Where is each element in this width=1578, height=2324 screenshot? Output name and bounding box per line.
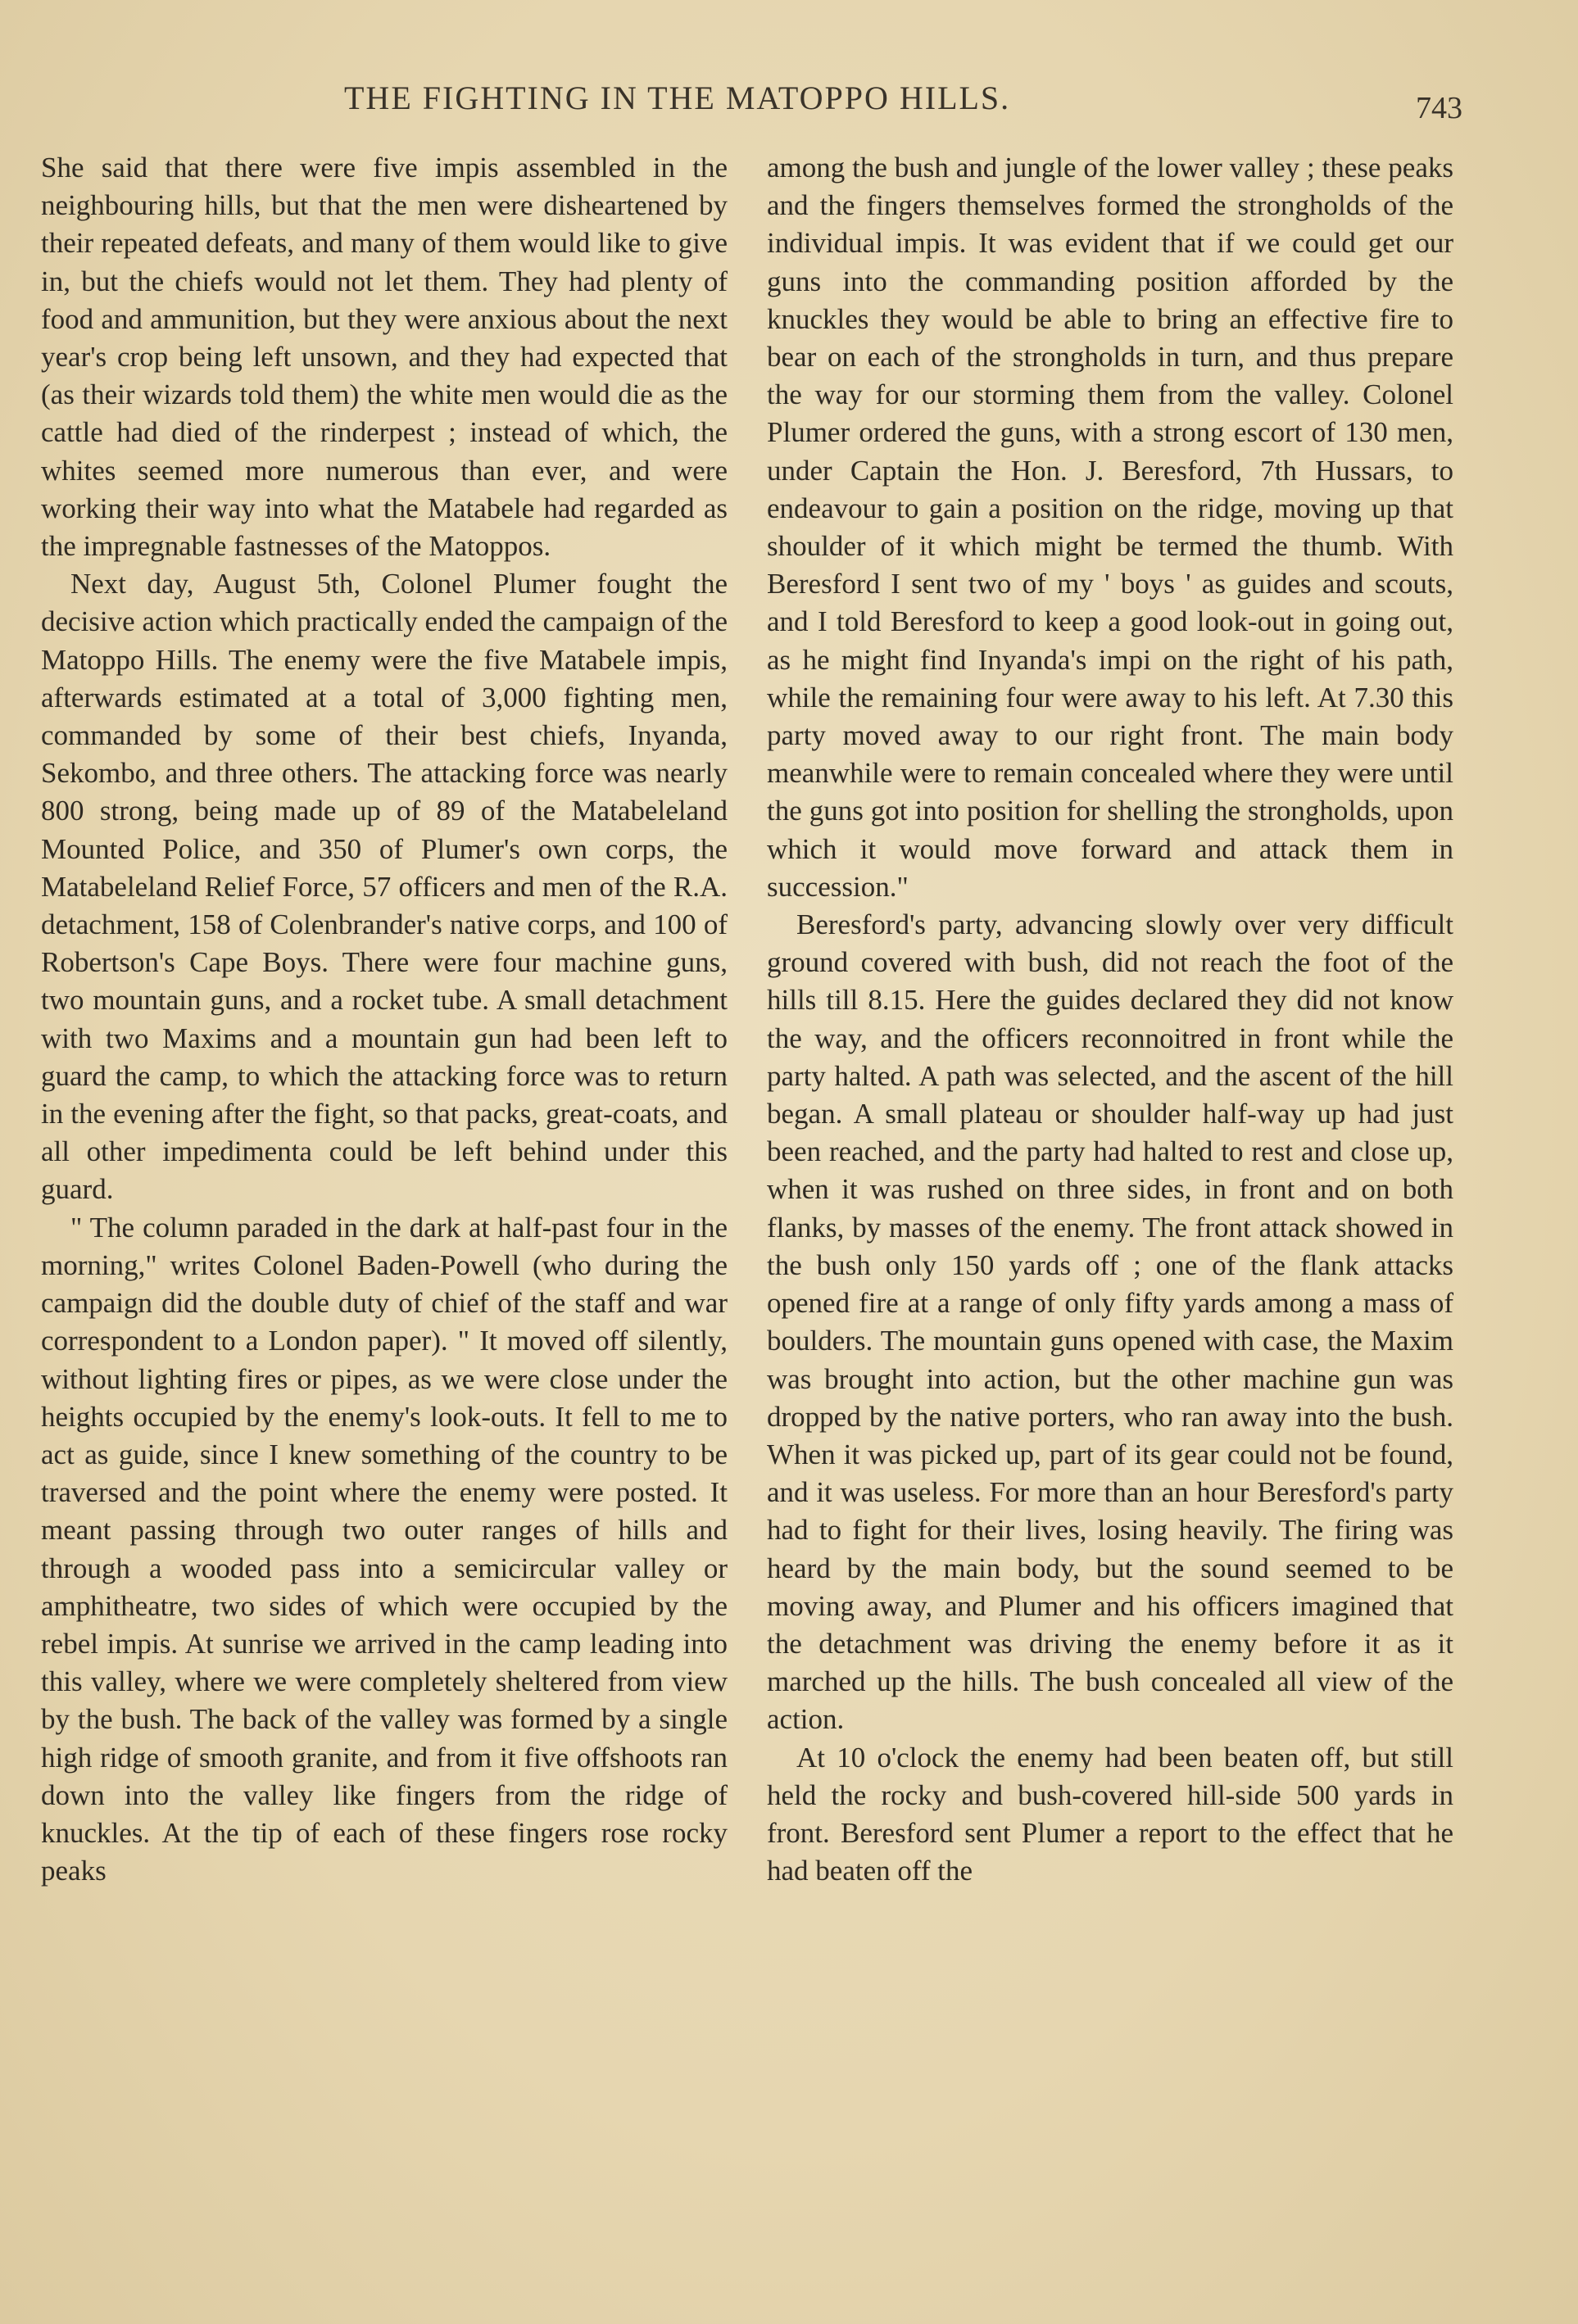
paragraph: " The column paraded in the dark at half-past four in the morning," writes Colonel Baden-Powell (who during the campaign did the double duty of chief of the staff and war correspondent to a London paper). " It moved off silently, without lighting fires or pipes, as we were close under the heights occupied by the enemy's look-outs. It fell to me to act as guide, since I knew something of the country to be traversed and the point where the enemy were posted. It meant passing through two outer ranges of hills and through a wooded pass into a semicircular valley or amphitheatre, two sides of which were occupied by the rebel impis. At sunrise we arrived in the camp leading into this valley, where we were completely sheltered from view by the bush. The back of the valley was formed by a single high ridge of smooth granite, and from it five offshoots ran down into the valley like fingers from the ridge of knuckles. At the tip of each of these fingers rose rocky peaks <box>41 1211 728 1887</box>
paragraph: At 10 o'clock the enemy had been beaten off, but still held the rocky and bush-covered hill-side 500 yards in front. Beresford sent Plumer a report to the effect that he had beaten off the <box>767 1741 1453 1887</box>
running-head <box>0 79 1578 128</box>
left-column <box>41 149 728 1890</box>
paragraph: among the bush and jungle of the lower valley ; these peaks and the fingers themselves formed the strongholds of the individual impis. It was evident that if we could get our guns into the commanding position afforded by the knuckles they would be able to bring an effective fire to bear on each of the strongholds in turn, and thus prepare the way for our storming them from the valley. Colonel Plumer ordered the guns, with a strong escort of 130 men, under Captain the Hon. J. Beresford, 7th Hussars, to endeavour to gain a position on the ridge, moving up that shoulder of it which might be termed the thumb. With Beresford I sent two of my ' boys ' as guides and scouts, and I told Beresford to keep a good look-out in going out, as he might find Inyanda's impi on the right of his path, while the remaining four were away to his left. At 7.30 this party moved away to our right front. The main body meanwhile were to remain concealed where they were until the guns got into position for shelling the strongholds, upon which it would move forward and attack them in succession." <box>767 152 1453 903</box>
paragraph: She said that there were five impis assembled in the neighbouring hills, but that the men were disheartened by their repeated defeats, and many of them would like to give in, but the chiefs would not let them. They had plenty of food and ammunition, but they were anxious about the next year's crop being left unsown, and they had expected that (as their wizards told them) the white men would die as the cattle had died of the rinderpest ; instead of which, the whites seemed more numerous than ever, and were working their way into what the Matabele had regarded as the impregnable fastnesses of the Matoppos. <box>41 152 728 563</box>
paragraph: Beresford's party, advancing slowly over very difficult ground covered with bush, did not reach the foot of the hills till 8.15. Here the guides declared they did not know the way, and the officers reconnoitred in front while the party halted. A path was selected, and the ascent of the hill began. A small plateau or shoulder half-way up had just been reached, and the party had halted to rest and close up, when it was rushed on three sides, in front and on both flanks, by masses of the enemy. The front attack showed in the bush only 150 yards off ; one of the flank attacks opened fire at a range of only fifty yards among a mass of boulders. The mountain guns opened with case, the Maxim was brought into action, but the other machine gun was dropped by the native porters, who ran away into the bush. When it was picked up, part of its gear could not be found, and it was useless. For more than an hour Beresford's party had to fight for their lives, losing heavily. The firing was heard by the main body, but the sound seemed to be moving away, and Plumer and his officers imagined that the detachment was driving the enemy before it as it marched up the hills. The bush concealed all view of the action. <box>767 908 1453 1736</box>
right-column <box>767 149 1453 1890</box>
paragraph: Next day, August 5th, Colonel Plumer fought the decisive action which practically ended the campaign of the Matoppo Hills. The enemy were the five Matabele impis, afterwards estimated at a total of 3,000 fighting men, commanded by some of their best chiefs, Inyanda, Sekombo, and three others. The attacking force was nearly 800 strong, being made up of 89 of the Matabeleland Mounted Police, and 350 of Plumer's own corps, the Matabeleland Relief Force, 57 officers and men of the R.A. detachment, 158 of Colenbrander's native corps, and 100 of Robertson's Cape Boys. There were four machine guns, two mountain guns, and a rocket tube. A small detachment with two Maxims and a mountain gun had been left to guard the camp, to which the attacking force was to return in the evening after the fight, so that packs, great-coats, and all other impedimenta could be left behind under this guard. <box>41 568 728 1206</box>
page-title: THE FIGHTING IN THE MATOPPO HILLS. <box>344 79 1011 116</box>
page-number: 743 <box>1416 91 1462 125</box>
